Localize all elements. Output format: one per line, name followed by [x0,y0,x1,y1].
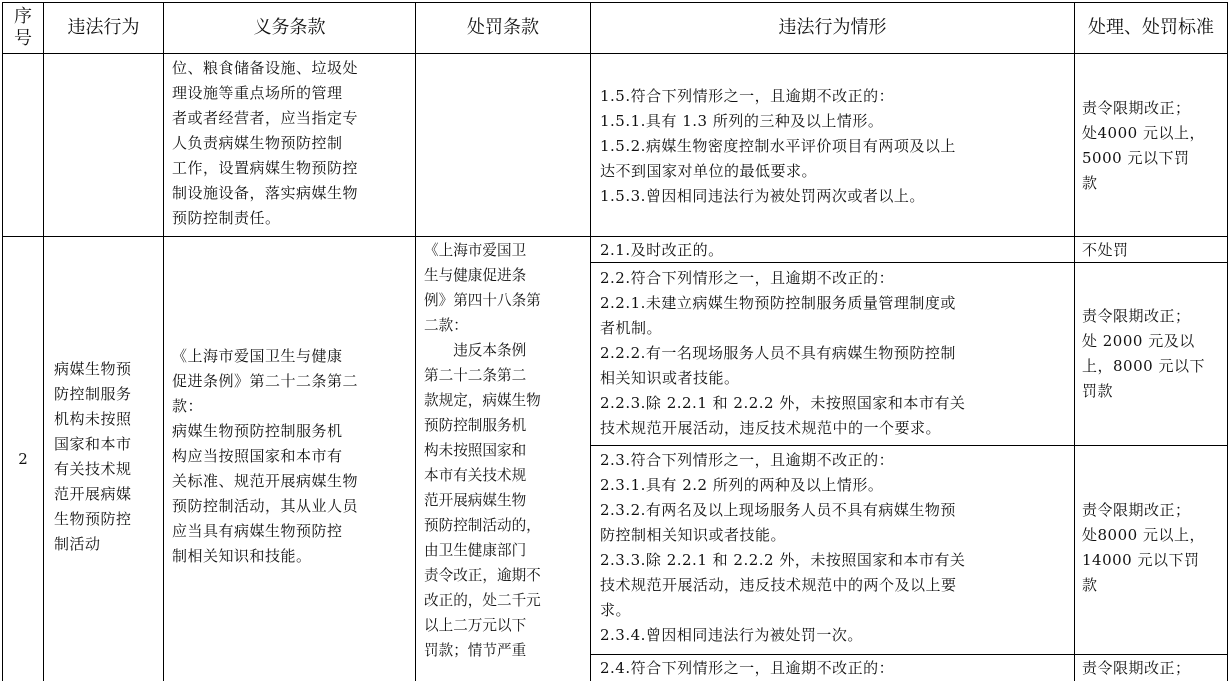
text-line: 罚款；情节严重 [424,642,527,659]
text-line: 相关知识或者技能。 [600,369,740,387]
text-line: 责令限期改正； [1082,307,1191,325]
text-line: 者机制。 [600,319,663,337]
col-border-4 [590,2,591,681]
text-line: 机构未按照 [54,410,132,428]
row2-penalty [424,238,588,663]
row2-standard-2-2 [1082,304,1224,404]
text-line: 上，8000 元以下 [1082,357,1205,375]
text-line: 应当具有病媒生物预防控 [172,522,343,540]
header-situation: 违法行为情形 [778,17,887,38]
text-line: 1.5.符合下列情形之一，且逾期不改正的： [600,87,895,105]
text-line: 改正的，处二千元 [424,592,541,609]
text-line: 款 [1082,576,1098,594]
text-line: 预防控制责任。 [172,209,281,227]
text-line: 《上海市爱国卫生与健康 [172,347,343,365]
text-line: 位、粮食储备设施、垃圾处 [172,59,359,77]
text-line: 构应当按照国家和本市有 [172,447,343,465]
text-line: 预防控制活动，其从业人员 [172,497,359,515]
header-standard: 处理、处罚标准 [1088,17,1214,38]
text-line: 工作，设置病媒生物预防控 [172,159,359,177]
text-line: 款规定，病媒生物 [424,392,541,409]
text-line: 本市有关技术规 [424,467,527,484]
text-line: 第二十二条第二 [424,367,527,384]
col-border-1 [43,2,44,681]
text-line: 2.2.3.除 2.2.1 和 2.2.2 外，未按照国家和本市有关 [600,394,966,412]
text-line: 款 [1082,174,1098,192]
text-line: 关标准、规范开展病媒生物 [172,472,359,490]
table-border-top [2,2,1228,3]
col-border-5 [1074,2,1075,681]
header-seq: 序号 [14,6,32,49]
text-line: 2.3.1.具有 2.2 所列的两种及以上情形。 [600,476,884,494]
text-line: 处 2000 元及以 [1082,332,1195,350]
col-border-6 [1227,2,1228,681]
text-line: 2.3.2.有两名及以上现场服务人员不具有病媒生物预 [600,501,956,519]
text-line: 处8000 元以上， [1082,526,1205,544]
text-line: 构未按照国家和 [424,442,527,459]
text-line: 范开展病媒生物 [424,492,527,509]
row1-obligation [172,56,412,231]
text-line: 二款： [424,317,468,334]
text-line: 2.3.3.除 2.2.1 和 2.2.2 外，未按照国家和本市有关 [600,551,966,569]
col-border-3 [415,2,416,681]
row2-standard-2-1: 不处罚 [1082,241,1129,259]
text-line: 2.2.2.有一名现场服务人员不具有病媒生物预防控制 [600,344,956,362]
row2-standard-2-4: 责令限期改正； [1082,659,1191,677]
header-bottom-border [2,53,1228,54]
text-line: 责令改正，逾期不 [424,567,541,584]
row2-sub2-border [590,445,1228,446]
text-line: 理设施等重点场所的管理 [172,84,343,102]
text-line: 生与健康促进条 [424,267,527,284]
row1-standard [1082,96,1224,196]
text-line: 违反本条例 [424,342,527,359]
text-line: 2.3.4.曾因相同违法行为被处罚一次。 [600,626,863,644]
text-line: 2.2.1.未建立病媒生物预防控制服务质量管理制度或 [600,294,956,312]
text-line: 有关技术规 [54,460,132,478]
text-line: 例》第四十八条第 [424,292,541,309]
row1-bottom-border [2,236,1228,237]
header-penalty: 处罚条款 [467,17,539,38]
text-line: 技术规范开展活动，违反技术规范中的两个及以上要 [600,576,957,594]
text-line: 制设施设备，落实病媒生物 [172,184,359,202]
row2-sub3-border [590,654,1228,655]
text-line: 防控制相关知识或者技能。 [600,526,787,544]
text-line: 1.5.2.病媒生物密度控制水平评价项目有两项及以上 [600,137,956,155]
row2-standard-2-3 [1082,498,1224,598]
row1-situation [600,84,1070,209]
col-border-2 [163,2,164,681]
text-line: 1.5.3.曾因相同违法行为被处罚两次或者以上。 [600,187,925,205]
row2-situation-2-1: 2.1.及时改正的。 [600,241,724,259]
row2-situation-2-2 [600,266,1070,441]
text-line: 《上海市爱国卫 [424,242,527,259]
row2-seq: 2 [18,450,28,468]
text-line: 责令限期改正； [1082,99,1191,117]
text-line: 14000 元以下罚 [1082,551,1200,569]
text-line: 防控制服务 [54,385,132,403]
row2-obligation [172,344,412,569]
text-line: 2.2.符合下列情形之一，且逾期不改正的： [600,269,895,287]
text-line: 1.5.1.具有 1.3 所列的三种及以上情形。 [600,112,884,130]
text-line: 以上二万元以下 [424,617,527,634]
text-line: 处4000 元以上， [1082,124,1205,142]
text-line: 促进条例》第二十二条第二 [172,372,359,390]
text-line: 预防控制活动的， [424,517,541,534]
text-line: 款： [172,397,204,415]
row2-situation-2-3 [600,448,1070,648]
text-line: 人负责病媒生物预防控制 [172,134,343,152]
header-obligation: 义务条款 [253,17,326,38]
text-line: 技术规范开展活动，违反技术规范中的一个要求。 [600,419,942,437]
text-line: 病媒生物预 [54,360,132,378]
text-line: 由卫生健康部门 [424,542,527,559]
row2-situation-2-4: 2.4.符合下列情形之一，且逾期不改正的： [600,659,895,677]
text-line: 生物预防控 [54,510,132,528]
text-line: 者或者经营者，应当指定专 [172,109,359,127]
text-line: 5000 元以下罚 [1082,149,1190,167]
text-line: 制活动 [54,535,101,553]
text-line: 责令限期改正； [1082,501,1191,519]
row2-behavior [54,357,160,557]
text-line: 国家和本市 [54,435,132,453]
text-line: 预防控制服务机 [424,417,527,434]
text-line: 罚款 [1082,382,1114,400]
header-behavior: 违法行为 [67,17,140,38]
text-line: 求。 [600,601,632,619]
text-line: 病媒生物预防控制服务机 [172,422,343,440]
text-line: 制相关知识和技能。 [172,547,312,565]
text-line: 达不到国家对单位的最低要求。 [600,162,818,180]
text-line: 2.3.符合下列情形之一，且逾期不改正的： [600,451,895,469]
text-line: 范开展病媒 [54,485,132,503]
